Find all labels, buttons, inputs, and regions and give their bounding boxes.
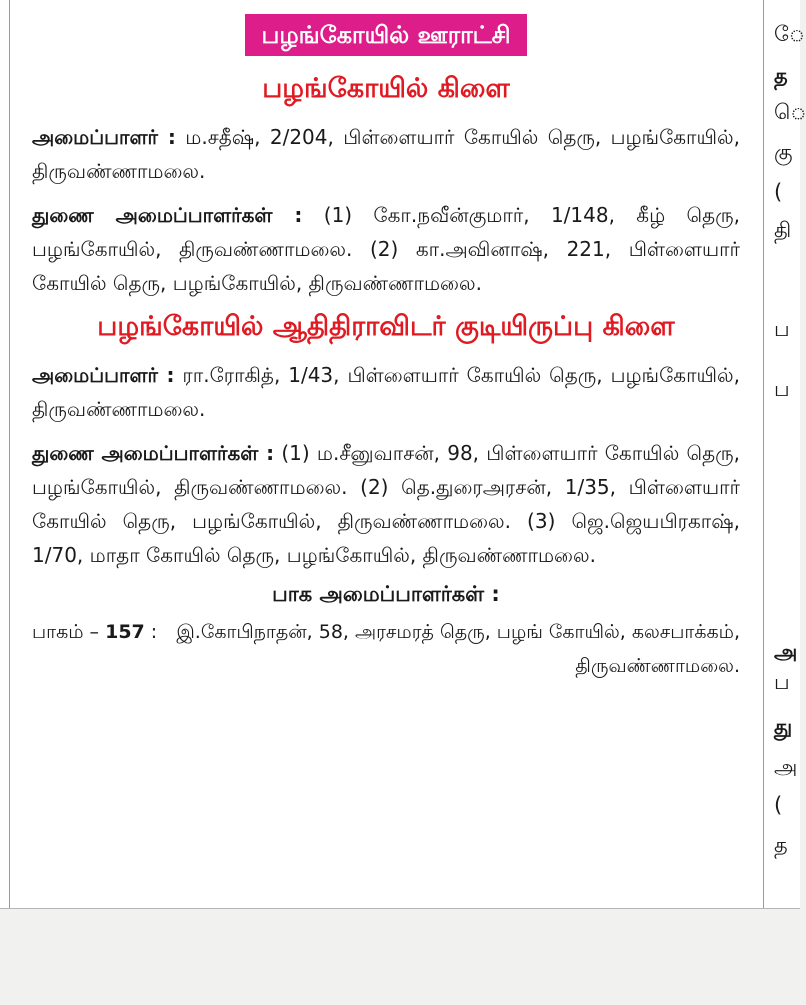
branch1-deputy-text: (1) கோ.நவீன்குமார், 1/148, கீழ் தெரு, பழங்கோயில், திருவண்ணாமலை. (2) கா.அவினாஷ், 221, பிள்ளையார் கோயில் தெரு, பழங்கோயில், திருவண்ணாமலை. xyxy=(32,203,740,295)
branch2-deputies xyxy=(32,436,740,572)
next-column-fragment: தி xyxy=(774,218,792,242)
booth-number: 157 xyxy=(105,621,145,643)
branch1-deputies xyxy=(32,198,740,300)
booth-separator: : xyxy=(144,621,158,643)
panchayat-banner: பழங்கோயில் ஊராட்சி xyxy=(245,14,526,56)
branch1-deputy-label: துணை அமைப்பாளர்கள் : xyxy=(32,203,303,227)
next-column-fragment: ( xyxy=(774,180,783,204)
booth-text: இ.கோபிநாதன், 58, அரசமரத் தெரு, பழங் கோயில், கலசபாக்கம், திருவண்ணாமலை. xyxy=(176,621,740,677)
branch1-organizer-text: ம.சதீஷ், 2/204, பிள்ளையார் கோயில் தெரு, பழங்கோயில், திருவண்ணாமலை. xyxy=(32,125,740,183)
booth-organizers-heading: பாக அமைப்பாளர்கள் : xyxy=(272,582,500,606)
next-column-fragment: ப xyxy=(774,670,790,694)
next-column-fragment: ெ xyxy=(774,100,806,124)
next-column-fragment: அ xyxy=(774,640,798,664)
next-column-fragment: கு xyxy=(774,140,793,164)
next-column-fragment: து xyxy=(774,715,793,739)
branch2-organizer xyxy=(32,358,740,426)
next-column-fragment: ( xyxy=(774,793,783,817)
next-column-fragment: ே xyxy=(774,22,805,46)
next-column-fragment: த xyxy=(774,833,788,857)
booth-entry xyxy=(32,615,740,683)
next-column-fragment: த xyxy=(774,64,788,88)
branch1-organizer-label: அமைப்பாளர் : xyxy=(32,125,176,149)
next-column-fragment: அ xyxy=(774,755,798,779)
banner-wrap xyxy=(32,14,740,64)
branch1-heading: பழங்கோயில் கிளை xyxy=(262,73,510,104)
branch2-deputy-text: (1) ம.சீனுவாசன், 98, பிள்ளையார் கோயில் தெரு, பழங்கோயில், திருவண்ணாமலை. (2) தெ.துரைஅரசன், 1/35, பிள்ளையார் கோயில் தெரு, பழங்கோயில், திருவண்ணாமலை. (3) ஜெ.ஜெயபிரகாஷ், 1/70, மாதா கோயில் தெரு, பழங்கோயில், திருவண்ணாமலை. xyxy=(32,441,740,567)
next-column-fragment: ப xyxy=(774,317,790,341)
left-column-rule xyxy=(9,0,10,908)
branch1-organizer xyxy=(32,120,740,188)
branch2-organizer-text: ரா.ரோகித், 1/43, பிள்ளையார் கோயில் தெரு, பழங்கோயில், திருவண்ணாமலை. xyxy=(32,363,741,421)
branch2-deputy-label: துணை அமைப்பாளர்கள் : xyxy=(32,441,275,465)
booth-label xyxy=(32,615,157,683)
article-column xyxy=(32,14,740,683)
column-divider-rule xyxy=(763,0,764,908)
booth-label-prefix: பாகம் – xyxy=(32,621,106,643)
next-column-fragment: ப xyxy=(774,377,790,401)
branch2-organizer-label: அமைப்பாளர் : xyxy=(32,363,175,387)
branch2-heading: பழங்கோயில் ஆதிதிராவிடர் குடியிருப்பு கிளை xyxy=(97,311,675,342)
